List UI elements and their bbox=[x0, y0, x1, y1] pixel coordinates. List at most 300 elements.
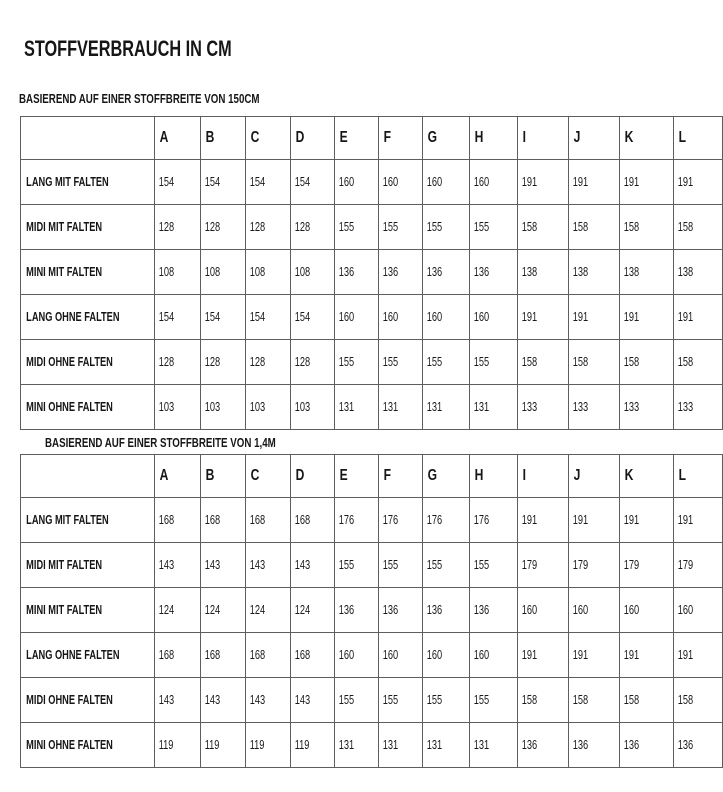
cell-value: 124 bbox=[204, 603, 221, 617]
size-header-label: L bbox=[679, 467, 687, 484]
cell-value: 131 bbox=[473, 738, 489, 752]
cell-value: 160 bbox=[382, 648, 399, 662]
row-label-cell bbox=[21, 385, 155, 430]
value-cell bbox=[335, 678, 379, 723]
size-header-l bbox=[674, 455, 723, 498]
cell-value: 131 bbox=[382, 400, 399, 414]
row-label-cell bbox=[21, 498, 155, 543]
cell-value: 158 bbox=[522, 355, 538, 369]
value-cell bbox=[469, 250, 518, 295]
size-header-b bbox=[200, 455, 245, 498]
value-cell bbox=[155, 543, 201, 588]
value-cell bbox=[379, 723, 423, 768]
value-cell bbox=[469, 205, 518, 250]
cell-value: 133 bbox=[522, 400, 538, 414]
size-header-i bbox=[518, 455, 568, 498]
cell-value: 168 bbox=[249, 648, 265, 662]
value-cell bbox=[155, 633, 201, 678]
cell-value: 154 bbox=[249, 310, 265, 324]
row-label: MIDI OHNE FALTEN bbox=[26, 693, 113, 707]
cell-value: 168 bbox=[294, 648, 310, 662]
row-label: MIDI OHNE FALTEN bbox=[26, 355, 113, 369]
value-cell bbox=[423, 205, 470, 250]
cell-value: 191 bbox=[522, 513, 538, 527]
value-cell bbox=[518, 250, 568, 295]
value-cell bbox=[423, 385, 470, 430]
cell-value: 128 bbox=[249, 355, 265, 369]
value-cell bbox=[200, 723, 245, 768]
cell-value: 128 bbox=[294, 355, 310, 369]
row-label: MINI OHNE FALTEN bbox=[26, 738, 113, 752]
size-header-d bbox=[290, 455, 335, 498]
cell-value: 191 bbox=[623, 648, 640, 662]
cell-value: 168 bbox=[158, 648, 175, 662]
value-cell bbox=[423, 633, 470, 678]
size-header-label: F bbox=[383, 129, 392, 146]
value-cell bbox=[245, 543, 290, 588]
value-cell bbox=[674, 543, 723, 588]
size-header-label: J bbox=[573, 129, 581, 146]
cell-value: 168 bbox=[204, 648, 221, 662]
value-cell bbox=[568, 340, 619, 385]
table-row bbox=[21, 543, 723, 588]
cell-value: 160 bbox=[473, 648, 489, 662]
cell-value: 154 bbox=[294, 175, 310, 189]
cell-value: 179 bbox=[623, 558, 640, 572]
value-cell bbox=[335, 543, 379, 588]
row-label-cell bbox=[21, 205, 155, 250]
cell-value: 128 bbox=[294, 220, 310, 234]
value-cell bbox=[200, 498, 245, 543]
cell-value: 160 bbox=[339, 310, 355, 324]
size-header-j bbox=[568, 455, 619, 498]
value-cell bbox=[155, 160, 201, 205]
size-header-label: G bbox=[427, 129, 438, 146]
cell-value: 143 bbox=[294, 693, 310, 707]
value-cell bbox=[200, 340, 245, 385]
value-cell bbox=[155, 205, 201, 250]
cell-value: 138 bbox=[522, 265, 538, 279]
cell-value: 160 bbox=[678, 603, 694, 617]
cell-value: 136 bbox=[572, 738, 588, 752]
size-header-l bbox=[674, 117, 723, 160]
cell-value: 191 bbox=[522, 648, 538, 662]
cell-value: 143 bbox=[158, 693, 175, 707]
row-label-cell bbox=[21, 543, 155, 588]
value-cell bbox=[518, 295, 568, 340]
size-header-j bbox=[568, 117, 619, 160]
value-cell bbox=[568, 160, 619, 205]
value-cell bbox=[518, 385, 568, 430]
value-cell bbox=[290, 340, 335, 385]
value-cell bbox=[423, 723, 470, 768]
value-cell bbox=[469, 385, 518, 430]
cell-value: 158 bbox=[623, 693, 640, 707]
value-cell bbox=[335, 340, 379, 385]
value-cell bbox=[245, 723, 290, 768]
cell-value: 155 bbox=[426, 693, 443, 707]
value-cell bbox=[245, 498, 290, 543]
cell-value: 160 bbox=[426, 310, 443, 324]
value-cell bbox=[568, 205, 619, 250]
value-cell bbox=[290, 723, 335, 768]
cell-value: 191 bbox=[678, 648, 694, 662]
cell-value: 136 bbox=[339, 265, 355, 279]
value-cell bbox=[200, 678, 245, 723]
value-cell bbox=[518, 498, 568, 543]
size-header-label: F bbox=[383, 467, 392, 484]
value-cell bbox=[379, 385, 423, 430]
size-header-label: C bbox=[250, 467, 260, 484]
cell-value: 136 bbox=[382, 603, 399, 617]
cell-value: 179 bbox=[678, 558, 694, 572]
size-header-c bbox=[245, 117, 290, 160]
value-cell bbox=[379, 498, 423, 543]
value-cell bbox=[335, 588, 379, 633]
cell-value: 133 bbox=[623, 400, 640, 414]
cell-value: 158 bbox=[678, 693, 694, 707]
value-cell bbox=[200, 633, 245, 678]
value-cell bbox=[335, 498, 379, 543]
value-cell bbox=[674, 205, 723, 250]
cell-value: 124 bbox=[294, 603, 310, 617]
value-cell bbox=[518, 633, 568, 678]
value-cell bbox=[469, 678, 518, 723]
cell-value: 158 bbox=[678, 355, 694, 369]
value-cell bbox=[423, 678, 470, 723]
value-cell bbox=[379, 205, 423, 250]
table-row bbox=[21, 678, 723, 723]
value-cell bbox=[518, 678, 568, 723]
cell-value: 191 bbox=[572, 310, 588, 324]
size-header-k bbox=[620, 455, 674, 498]
value-cell bbox=[423, 160, 470, 205]
value-cell bbox=[518, 723, 568, 768]
cell-value: 124 bbox=[249, 603, 265, 617]
size-header-label: E bbox=[340, 467, 349, 484]
cell-value: 191 bbox=[522, 310, 538, 324]
value-cell bbox=[155, 588, 201, 633]
value-cell bbox=[568, 678, 619, 723]
size-header-label: K bbox=[624, 129, 634, 146]
cell-value: 191 bbox=[623, 310, 640, 324]
size-header-label: B bbox=[205, 129, 215, 146]
cell-value: 158 bbox=[623, 355, 640, 369]
cell-value: 108 bbox=[204, 265, 221, 279]
value-cell bbox=[518, 543, 568, 588]
size-header-label: G bbox=[427, 467, 438, 484]
cell-value: 158 bbox=[572, 355, 588, 369]
size-header-f bbox=[379, 117, 423, 160]
value-cell bbox=[335, 250, 379, 295]
value-cell bbox=[674, 723, 723, 768]
cell-value: 124 bbox=[158, 603, 175, 617]
size-header-label: B bbox=[205, 467, 215, 484]
size-header-label: A bbox=[159, 467, 169, 484]
table-row bbox=[21, 633, 723, 678]
value-cell bbox=[674, 588, 723, 633]
value-cell bbox=[200, 295, 245, 340]
cell-value: 160 bbox=[382, 310, 399, 324]
value-cell bbox=[245, 385, 290, 430]
cell-value: 155 bbox=[382, 558, 399, 572]
cell-value: 136 bbox=[473, 265, 489, 279]
value-cell bbox=[423, 340, 470, 385]
value-cell bbox=[290, 205, 335, 250]
value-cell bbox=[245, 205, 290, 250]
value-cell bbox=[674, 678, 723, 723]
value-cell bbox=[155, 385, 201, 430]
value-cell bbox=[620, 498, 674, 543]
value-cell bbox=[518, 160, 568, 205]
value-cell bbox=[379, 340, 423, 385]
value-cell bbox=[423, 543, 470, 588]
size-header-label: A bbox=[159, 129, 169, 146]
table-row bbox=[21, 723, 723, 768]
value-cell bbox=[379, 160, 423, 205]
cell-value: 103 bbox=[249, 400, 265, 414]
cell-value: 191 bbox=[678, 310, 694, 324]
cell-value: 138 bbox=[572, 265, 588, 279]
value-cell bbox=[290, 633, 335, 678]
value-cell bbox=[620, 385, 674, 430]
value-cell bbox=[568, 385, 619, 430]
cell-value: 136 bbox=[678, 738, 694, 752]
cell-value: 154 bbox=[294, 310, 310, 324]
value-cell bbox=[245, 678, 290, 723]
cell-value: 176 bbox=[426, 513, 443, 527]
size-header-g bbox=[423, 117, 470, 160]
size-header-h bbox=[469, 455, 518, 498]
size-header-b bbox=[200, 117, 245, 160]
cell-value: 128 bbox=[204, 355, 221, 369]
size-header-a bbox=[155, 455, 201, 498]
row-label: LANG MIT FALTEN bbox=[26, 513, 109, 527]
cell-value: 136 bbox=[382, 265, 399, 279]
cell-value: 160 bbox=[473, 175, 489, 189]
value-cell bbox=[674, 250, 723, 295]
cell-value: 191 bbox=[572, 648, 588, 662]
value-cell bbox=[335, 205, 379, 250]
value-cell bbox=[155, 678, 201, 723]
cell-value: 155 bbox=[473, 558, 489, 572]
size-header-label: E bbox=[340, 129, 349, 146]
cell-value: 136 bbox=[522, 738, 538, 752]
value-cell bbox=[518, 588, 568, 633]
size-header-label: J bbox=[573, 467, 581, 484]
value-cell bbox=[620, 340, 674, 385]
cell-value: 136 bbox=[339, 603, 355, 617]
value-cell bbox=[200, 250, 245, 295]
table-row bbox=[21, 250, 723, 295]
value-cell bbox=[379, 633, 423, 678]
size-header-e bbox=[335, 455, 379, 498]
value-cell bbox=[155, 295, 201, 340]
value-cell bbox=[674, 498, 723, 543]
value-cell bbox=[423, 250, 470, 295]
value-cell bbox=[518, 205, 568, 250]
size-header-h bbox=[469, 117, 518, 160]
fabric-table-1-4m bbox=[20, 454, 723, 768]
size-header-label: H bbox=[474, 129, 484, 146]
value-cell bbox=[620, 250, 674, 295]
cell-value: 143 bbox=[294, 558, 310, 572]
value-cell bbox=[620, 678, 674, 723]
cell-value: 128 bbox=[249, 220, 265, 234]
row-label: MINI MIT FALTEN bbox=[26, 265, 103, 279]
size-header-e bbox=[335, 117, 379, 160]
size-header-label: L bbox=[679, 129, 687, 146]
page-title: STOFFVERBRAUCH IN CM bbox=[24, 36, 232, 61]
cell-value: 155 bbox=[426, 355, 443, 369]
cell-value: 154 bbox=[158, 310, 175, 324]
cell-value: 128 bbox=[158, 355, 175, 369]
value-cell bbox=[245, 250, 290, 295]
value-cell bbox=[620, 588, 674, 633]
value-cell bbox=[518, 340, 568, 385]
value-cell bbox=[674, 340, 723, 385]
cell-value: 191 bbox=[623, 513, 640, 527]
row-label-cell bbox=[21, 340, 155, 385]
row-label: MINI OHNE FALTEN bbox=[26, 400, 113, 414]
cell-value: 119 bbox=[294, 738, 309, 752]
value-cell bbox=[423, 498, 470, 543]
cell-value: 160 bbox=[473, 310, 489, 324]
row-label: LANG MIT FALTEN bbox=[26, 175, 109, 189]
cell-value: 191 bbox=[572, 175, 588, 189]
cell-value: 155 bbox=[473, 220, 489, 234]
cell-value: 103 bbox=[158, 400, 175, 414]
table-1-subtitle: BASIEREND AUF EINER STOFFBREITE VON 150CM bbox=[19, 92, 260, 106]
value-cell bbox=[620, 723, 674, 768]
value-cell bbox=[568, 250, 619, 295]
value-cell bbox=[245, 340, 290, 385]
table-2-subtitle: BASIEREND AUF EINER STOFFBREITE VON 1,4M bbox=[45, 436, 276, 450]
cell-value: 136 bbox=[473, 603, 489, 617]
fabric-table-150cm bbox=[20, 116, 723, 430]
value-cell bbox=[379, 295, 423, 340]
cell-value: 103 bbox=[204, 400, 221, 414]
cell-value: 154 bbox=[204, 310, 221, 324]
value-cell bbox=[620, 160, 674, 205]
value-cell bbox=[469, 498, 518, 543]
cell-value: 158 bbox=[522, 220, 538, 234]
value-cell bbox=[674, 295, 723, 340]
size-header-label: I bbox=[523, 129, 527, 146]
size-header-label: K bbox=[624, 467, 634, 484]
cell-value: 128 bbox=[158, 220, 175, 234]
row-label: MIDI MIT FALTEN bbox=[26, 220, 103, 234]
value-cell bbox=[568, 295, 619, 340]
value-cell bbox=[379, 250, 423, 295]
cell-value: 191 bbox=[678, 513, 694, 527]
size-header-label: C bbox=[250, 129, 260, 146]
size-header-g bbox=[423, 455, 470, 498]
value-cell bbox=[200, 385, 245, 430]
value-cell bbox=[620, 543, 674, 588]
cell-value: 191 bbox=[623, 175, 640, 189]
cell-value: 136 bbox=[426, 265, 443, 279]
cell-value: 158 bbox=[572, 220, 588, 234]
value-cell bbox=[290, 543, 335, 588]
value-cell bbox=[290, 250, 335, 295]
value-cell bbox=[568, 723, 619, 768]
value-cell bbox=[469, 588, 518, 633]
cell-value: 131 bbox=[426, 738, 443, 752]
cell-value: 143 bbox=[204, 558, 221, 572]
cell-value: 131 bbox=[382, 738, 399, 752]
cell-value: 158 bbox=[522, 693, 538, 707]
cell-value: 155 bbox=[473, 693, 489, 707]
cell-value: 160 bbox=[572, 603, 588, 617]
cell-value: 154 bbox=[204, 175, 221, 189]
cell-value: 131 bbox=[339, 400, 355, 414]
value-cell bbox=[469, 633, 518, 678]
row-label: LANG OHNE FALTEN bbox=[26, 648, 120, 662]
cell-value: 160 bbox=[426, 648, 443, 662]
table-row bbox=[21, 340, 723, 385]
cell-value: 154 bbox=[249, 175, 265, 189]
cell-value: 155 bbox=[426, 558, 443, 572]
value-cell bbox=[568, 588, 619, 633]
size-header-f bbox=[379, 455, 423, 498]
row-label-cell bbox=[21, 678, 155, 723]
row-label-cell bbox=[21, 250, 155, 295]
cell-value: 158 bbox=[572, 693, 588, 707]
cell-value: 119 bbox=[204, 738, 220, 752]
cell-value: 103 bbox=[294, 400, 310, 414]
value-cell bbox=[423, 295, 470, 340]
value-cell bbox=[155, 250, 201, 295]
size-header-i bbox=[518, 117, 568, 160]
cell-value: 154 bbox=[158, 175, 175, 189]
cell-value: 108 bbox=[294, 265, 310, 279]
row-label: MINI MIT FALTEN bbox=[26, 603, 103, 617]
cell-value: 133 bbox=[678, 400, 694, 414]
value-cell bbox=[423, 588, 470, 633]
value-cell bbox=[620, 205, 674, 250]
size-header-d bbox=[290, 117, 335, 160]
value-cell bbox=[620, 633, 674, 678]
cell-value: 155 bbox=[339, 558, 355, 572]
cell-value: 191 bbox=[572, 513, 588, 527]
value-cell bbox=[335, 385, 379, 430]
cell-value: 138 bbox=[623, 265, 640, 279]
value-cell bbox=[335, 160, 379, 205]
value-cell bbox=[200, 588, 245, 633]
size-header-c bbox=[245, 455, 290, 498]
cell-value: 136 bbox=[426, 603, 443, 617]
cell-value: 176 bbox=[382, 513, 399, 527]
cell-value: 160 bbox=[623, 603, 640, 617]
cell-value: 160 bbox=[522, 603, 538, 617]
value-cell bbox=[245, 295, 290, 340]
size-header-k bbox=[620, 117, 674, 160]
value-cell bbox=[245, 160, 290, 205]
cell-value: 143 bbox=[249, 558, 265, 572]
value-cell bbox=[379, 543, 423, 588]
value-cell bbox=[155, 498, 201, 543]
corner-cell bbox=[21, 117, 155, 160]
row-label: MIDI MIT FALTEN bbox=[26, 558, 103, 572]
cell-value: 176 bbox=[339, 513, 355, 527]
cell-value: 143 bbox=[249, 693, 265, 707]
cell-value: 108 bbox=[158, 265, 175, 279]
cell-value: 155 bbox=[426, 220, 443, 234]
table-row bbox=[21, 295, 723, 340]
value-cell bbox=[200, 160, 245, 205]
value-cell bbox=[469, 295, 518, 340]
